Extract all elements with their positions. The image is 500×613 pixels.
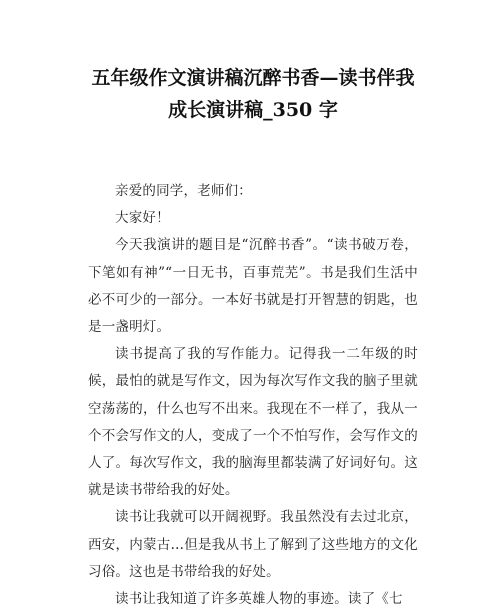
title-line-2: 成长演讲稿_350 字 bbox=[168, 99, 338, 121]
paragraph-intro: 今天我演讲的题目是“沉醉书香”。“读书破万卷，下笔如有神”“一日无书，百事荒芜”。书是我们生活中必不可少的一部分。一本好书就是打开智慧的钥匙，也是一盏明灯。 bbox=[88, 237, 418, 336]
paragraph-writing-ability: 读书提高了我的写作能力。记得我一二年级的时候，最怕的就是写作文，因为每次写作文我的脑子里就空荡荡的，什么也写不出来。我现在不一样了，我从一个不会写作文的人，变成了一个不怕写作，会写作文的人了。每次写作文，我的脑海里都装满了好词好句。这就是读书带给我的好处。 bbox=[88, 346, 418, 499]
paragraph-salutation: 亲爱的同学，老师们： bbox=[115, 183, 252, 199]
paragraph-greeting: 大家好！ bbox=[115, 210, 170, 227]
document-title bbox=[88, 62, 418, 126]
title-line-1: 五年级作文演讲稿沉醉书香—读书伴我 bbox=[91, 67, 415, 89]
paragraph-heroes: 读书让我知道了许多英雄人物的事迹。读了《七 bbox=[115, 591, 403, 608]
paragraph-broaden-horizons: 读书让我就可以开阔视野。我虽然没有去过北京，西安，内蒙古…但是我从书上了解到了这些地方的文化习俗。这也是书带给我的好处。 bbox=[88, 509, 418, 580]
document-body bbox=[88, 178, 418, 613]
